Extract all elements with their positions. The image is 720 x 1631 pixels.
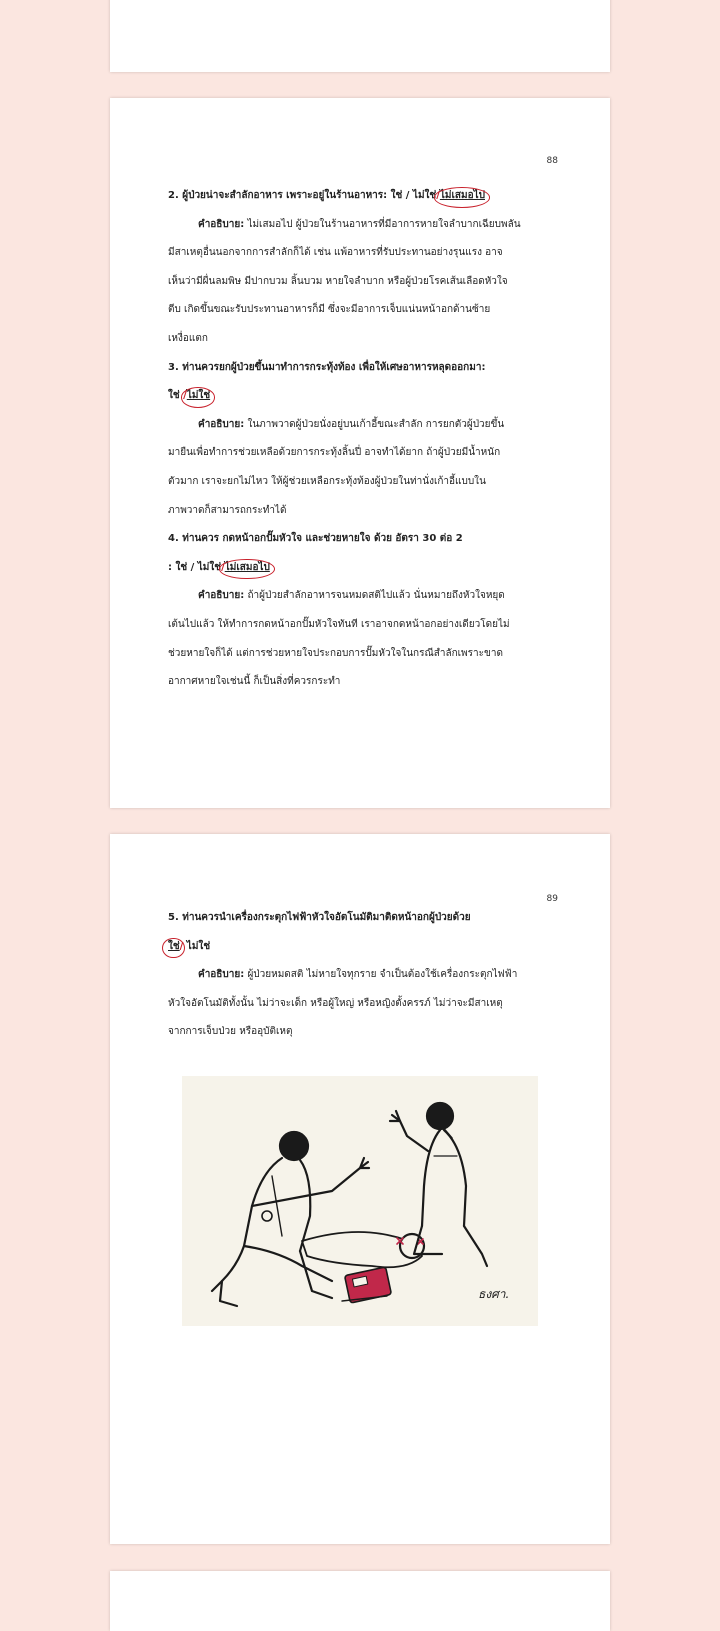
explanation-line: ภาพวาดก็สามารถกระทำได้: [168, 504, 287, 516]
question-3-answer: ใช่ /ไม่ใช่: [168, 382, 562, 411]
page-89: [110, 834, 610, 1544]
explanation-line: เต้นไปแล้ว ให้ทำการกดหน้าอกปั๊มหัวใจทันที เราอาจกดหน้าอกอย่างเดียวโดยไม่: [168, 618, 510, 630]
explanation-label: คำอธิบาย:: [198, 218, 245, 230]
page-number: 89: [546, 894, 558, 904]
explanation-line: ถ้าผู้ป่วยสำลักอาหารจนหมดสติไปแล้ว นั่นหมายถึงหัวใจหยุด: [247, 590, 505, 602]
explanation-line: ตีบ เกิดขึ้นขณะรับประทานอาหารก็มี ซึ่งจะมีอาการเจ็บแน่นหน้าอกด้านซ้าย: [168, 304, 491, 316]
explanation-line: มีสาเหตุอื่นนอกจากการสำลักก็ได้ เช่น แพ้อาหารที่รับประทานอย่างรุนแรง อาจ: [168, 247, 503, 259]
explanation-line: ผู้ป่วยหมดสติ ไม่หายใจทุกราย จำเป็นต้องใช้เครื่องกระตุกไฟฟ้า: [247, 969, 518, 981]
question-5-explanation: [168, 961, 562, 1047]
explanation-label: คำอธิบาย:: [198, 969, 245, 981]
explanation-line: จากการเจ็บป่วย หรืออุบัติเหตุ: [168, 1026, 293, 1038]
question-4-answer: : ใช่ / ไม่ใช่/ไม่เสมอไป: [168, 554, 562, 583]
cpr-illustration: [182, 1076, 538, 1326]
aed-scene-drawing: [182, 1076, 538, 1326]
question-4-text: 4. ท่านควร กดหน้าอกปั๊มหัวใจ และช่วยหายใจ ด้วย อัตรา 30 ต่อ 2: [168, 533, 463, 545]
page-88: [110, 98, 610, 808]
explanation-line: เห็นว่ามีผื่นลมพิษ มีปากบวม ลิ้นบวม หายใจลำบาก หรือผู้ป่วยโรคเส้นเลือดหัวใจ: [168, 275, 508, 287]
explanation-line: เหงื่อแตก: [168, 332, 208, 344]
question-5-answer: ใช่/ ไม่ใช่: [168, 933, 562, 962]
explanation-line: ในภาพวาดผู้ป่วยนั่งอยู่บนเก้าอี้ขณะสำลัก การยกตัวผู้ป่วยขึ้น: [247, 418, 505, 430]
question-5-text: 5. ท่านควรนำเครื่องกระตุกไฟฟ้าหัวใจอัตโนมัติมาติดหน้าอกผู้ป่วยด้วย: [168, 912, 471, 923]
next-page: [110, 1571, 610, 1631]
explanation-label: คำอธิบาย:: [198, 590, 245, 602]
explanation-label: คำอธิบาย:: [198, 418, 245, 430]
question-4-explanation: [168, 582, 562, 696]
explanation-line: ช่วยหายใจก็ได้ แต่การช่วยหายใจประกอบการปั๊มหัวใจในกรณีสำลักเพราะขาด: [168, 647, 503, 659]
answer-circled: ไม่เสมอไป: [225, 554, 270, 583]
question-2: [168, 182, 562, 697]
explanation-line: ตัวมาก เราจะยกไม่ไหว ให้ผู้ช่วยเหลือกระทุ้งท้องผู้ป่วยในท่านั่งเก้าอี้แบบใน: [168, 475, 486, 487]
answer-circled: ไม่เสมอไป: [440, 182, 485, 211]
explanation-line: อากาศหายใจเช่นนี้ ก็เป็นสิ่งที่ควรกระทำ: [168, 676, 341, 688]
answer-circled: ไม่ใช่: [187, 382, 210, 411]
artist-signature: ธงศา.: [478, 1287, 510, 1301]
previous-page: [110, 0, 610, 72]
answer-option: ไม่ใช่: [183, 940, 211, 952]
answer-option: : ใช่ / ไม่ใช่: [168, 561, 222, 573]
explanation-line: มายืนเพื่อทำการช่วยเหลือด้วยการกระทุ้งลิ้นปี่ อาจทำได้ยาก ถ้าผู้ป่วยมีน้ำหนัก: [168, 447, 501, 459]
question-2-text: 2. ผู้ป่วยน่าจะสำลักอาหาร เพราะอยู่ในร้านอาหาร: ใช่ / ไม่ใช่: [168, 190, 437, 201]
question-5: [168, 904, 562, 1047]
question-2-explanation: [168, 211, 562, 354]
page-number: 88: [546, 156, 558, 166]
question-2-line: 2. ผู้ป่วยน่าจะสำลักอาหาร เพราะอยู่ในร้านอาหาร: ใช่ / ไม่ใช่/ไม่เสมอไป: [168, 182, 562, 211]
explanation-line: ไม่เสมอไป ผู้ป่วยในร้านอาหารที่มีอาการหายใจลำบากเฉียบพลัน: [247, 218, 521, 230]
question-3-explanation: [168, 411, 562, 525]
explanation-line: หัวใจอัตโนมัติทั้งนั้น ไม่ว่าจะเด็ก หรือผู้ใหญ่ หรือหญิงตั้งครรภ์ ไม่ว่าจะมีสาเหตุ: [168, 997, 503, 1009]
question-3-text: 3. ท่านควรยกผู้ป่วยขึ้นมาทำการกระทุ้งท้อง เพื่อให้เศษอาหารหลุดออกมา:: [168, 361, 486, 373]
answer-option: ใช่: [168, 390, 184, 402]
answer-circled: ใช่: [168, 933, 180, 962]
